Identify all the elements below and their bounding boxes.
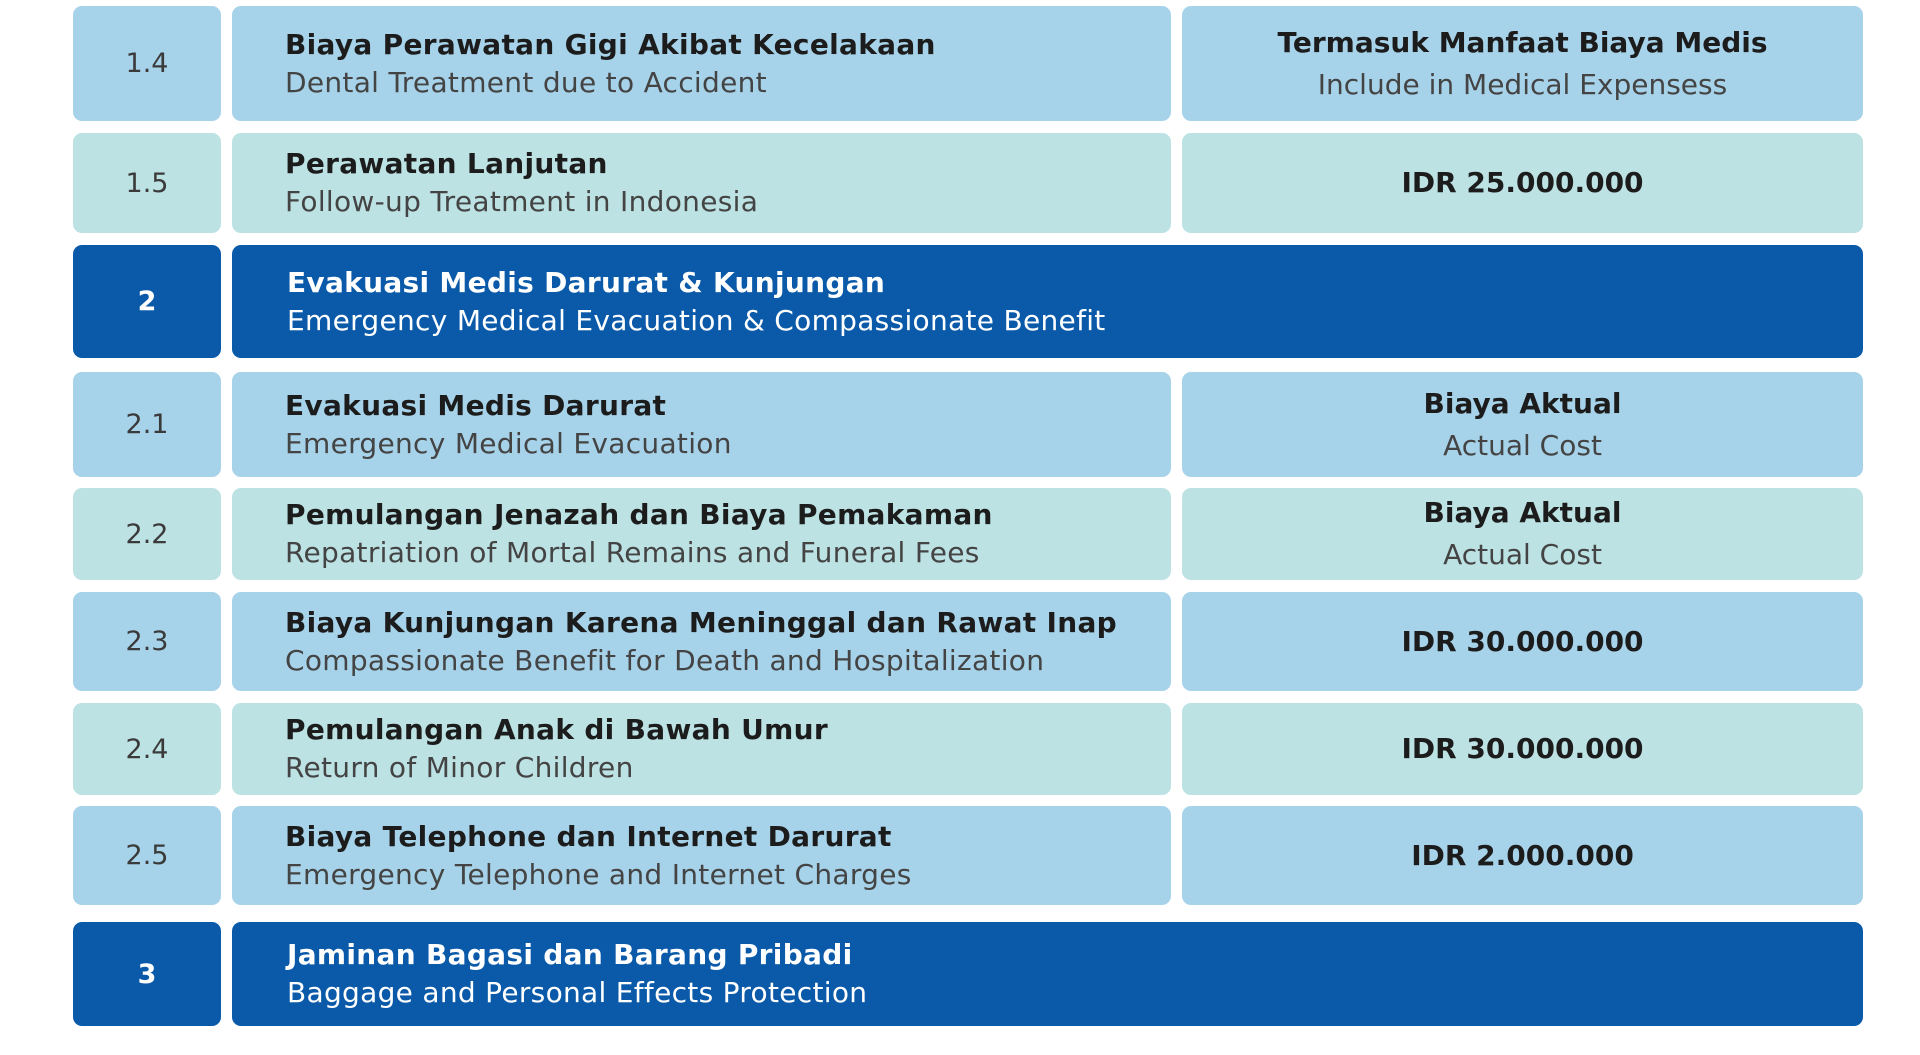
row-number: 2.1 bbox=[125, 409, 169, 440]
section-number-cell bbox=[73, 245, 221, 358]
row-description-cell bbox=[232, 806, 1171, 905]
row-value-subtitle: Actual Cost bbox=[1443, 428, 1602, 462]
row-number: 2.5 bbox=[125, 840, 169, 871]
row-number-cell bbox=[73, 703, 221, 795]
row-subtitle: Dental Treatment due to Accident bbox=[285, 65, 767, 99]
row-value-subtitle: Actual Cost bbox=[1443, 538, 1602, 571]
row-value-cell bbox=[1182, 6, 1863, 121]
section-title: Jaminan Bagasi dan Barang Pribadi bbox=[287, 938, 853, 971]
row-description-cell bbox=[232, 133, 1171, 233]
row-title: Pemulangan Jenazah dan Biaya Pemakaman bbox=[285, 498, 993, 531]
section-number: 2 bbox=[137, 286, 157, 317]
row-value-title: Biaya Aktual bbox=[1423, 386, 1622, 420]
section-title: Evakuasi Medis Darurat & Kunjungan bbox=[287, 265, 886, 299]
row-value-title: Termasuk Manfaat Biaya Medis bbox=[1277, 25, 1768, 59]
section-description-cell bbox=[232, 245, 1863, 358]
row-value-cell bbox=[1182, 488, 1863, 580]
row-subtitle: Follow-up Treatment in Indonesia bbox=[285, 185, 759, 218]
row-value-cell bbox=[1182, 703, 1863, 795]
row-value: IDR 30.000.000 bbox=[1401, 624, 1644, 658]
table-row bbox=[0, 806, 1920, 905]
section-header-row bbox=[0, 245, 1920, 358]
section-description-cell bbox=[232, 922, 1863, 1026]
row-subtitle: Return of Minor Children bbox=[285, 751, 634, 784]
row-title: Perawatan Lanjutan bbox=[285, 147, 608, 180]
table-row bbox=[0, 592, 1920, 691]
table-row bbox=[0, 6, 1920, 121]
row-value-title: Biaya Aktual bbox=[1423, 496, 1622, 529]
row-value: IDR 30.000.000 bbox=[1401, 732, 1644, 765]
table-row bbox=[0, 703, 1920, 795]
row-value-cell bbox=[1182, 133, 1863, 233]
row-subtitle: Repatriation of Mortal Remains and Funeral Fees bbox=[285, 536, 980, 569]
row-title: Evakuasi Medis Darurat bbox=[285, 388, 667, 422]
row-value-cell bbox=[1182, 592, 1863, 691]
section-subtitle: Emergency Medical Evacuation & Compassionate Benefit bbox=[287, 303, 1106, 337]
row-number: 2.3 bbox=[125, 626, 169, 657]
table-row bbox=[0, 488, 1920, 580]
row-value: IDR 2.000.000 bbox=[1411, 838, 1634, 872]
row-title: Pemulangan Anak di Bawah Umur bbox=[285, 713, 828, 746]
table-row bbox=[0, 133, 1920, 233]
row-number-cell bbox=[73, 133, 221, 233]
row-number: 1.5 bbox=[125, 167, 169, 199]
row-description-cell bbox=[232, 488, 1171, 580]
row-number-cell bbox=[73, 488, 221, 580]
row-subtitle: Emergency Medical Evacuation bbox=[285, 426, 732, 460]
row-subtitle: Compassionate Benefit for Death and Hospitalization bbox=[285, 643, 1045, 677]
row-number-cell bbox=[73, 592, 221, 691]
row-subtitle: Emergency Telephone and Internet Charges bbox=[285, 857, 912, 891]
row-number: 2.4 bbox=[125, 733, 169, 765]
section-header-row bbox=[0, 922, 1920, 1026]
row-title: Biaya Perawatan Gigi Akibat Kecelakaan bbox=[285, 27, 936, 61]
section-number-cell bbox=[73, 922, 221, 1026]
row-description-cell bbox=[232, 6, 1171, 121]
row-value-cell bbox=[1182, 806, 1863, 905]
row-value-cell bbox=[1182, 372, 1863, 477]
row-number: 1.4 bbox=[125, 48, 169, 79]
row-value: IDR 25.000.000 bbox=[1401, 166, 1644, 199]
section-number: 3 bbox=[137, 958, 157, 990]
table-row bbox=[0, 372, 1920, 477]
row-title: Biaya Telephone dan Internet Darurat bbox=[285, 819, 892, 853]
row-title: Biaya Kunjungan Karena Meninggal dan Rawat Inap bbox=[285, 605, 1117, 639]
row-description-cell bbox=[232, 703, 1171, 795]
row-value-subtitle: Include in Medical Expensess bbox=[1317, 67, 1728, 101]
row-number: 2.2 bbox=[125, 518, 169, 550]
row-description-cell bbox=[232, 372, 1171, 477]
row-description-cell bbox=[232, 592, 1171, 691]
section-subtitle: Baggage and Personal Effects Protection bbox=[287, 976, 868, 1009]
row-number-cell bbox=[73, 6, 221, 121]
row-number-cell bbox=[73, 806, 221, 905]
row-number-cell bbox=[73, 372, 221, 477]
